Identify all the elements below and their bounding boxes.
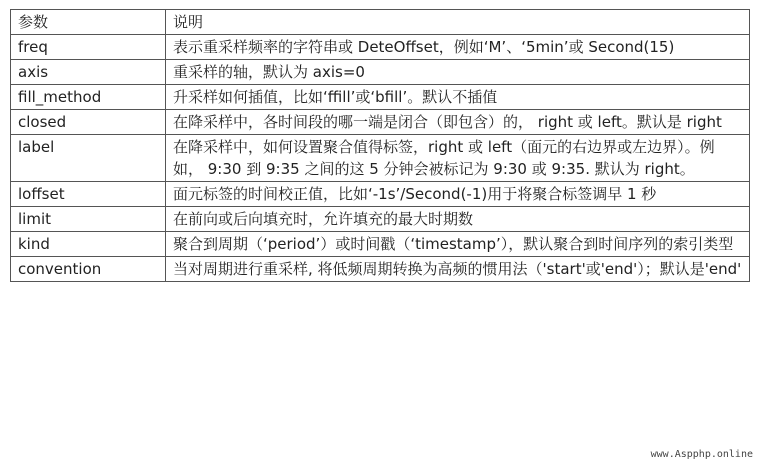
table-row — [11, 182, 750, 207]
parameter-table — [10, 9, 750, 282]
param-description: 聚合到周期（‘period’）或时间戳（‘timestamp’），默认聚合到时间序列的索引类型 — [166, 232, 750, 257]
param-description: 表示重采样频率的字符串或 DeteOffset，例如‘M’、‘5min’或 Second(15) — [166, 35, 750, 60]
header-param: 参数 — [11, 10, 166, 35]
table-row — [11, 207, 750, 232]
param-description: 在前向或后向填充时，允许填充的最大时期数 — [166, 207, 750, 232]
table-row — [11, 85, 750, 110]
param-name: convention — [11, 257, 166, 282]
param-description: 重采样的轴，默认为 axis=0 — [166, 60, 750, 85]
param-name: freq — [11, 35, 166, 60]
param-name: fill_method — [11, 85, 166, 110]
watermark: www.Aspphp.online — [650, 449, 753, 460]
param-description: 当对周期进行重采样, 将低频周期转换为高频的惯用法（'start'或'end'）；默认是'end' — [166, 257, 750, 282]
param-name: axis — [11, 60, 166, 85]
table-row — [11, 35, 750, 60]
header-row — [11, 10, 750, 35]
param-name: loffset — [11, 182, 166, 207]
header-description: 说明 — [166, 10, 750, 35]
param-description: 在降采样中，各时间段的哪一端是闭合（即包含）的， right 或 left。默认是 right — [166, 110, 750, 135]
table-row — [11, 232, 750, 257]
param-name: closed — [11, 110, 166, 135]
param-name: label — [11, 135, 166, 182]
param-description: 升采样如何插值，比如‘ffill’或‘bfill’。默认不插值 — [166, 85, 750, 110]
param-name: limit — [11, 207, 166, 232]
table-row — [11, 135, 750, 182]
param-description: 面元标签的时间校正值，比如‘-1s’/Second(-1)用于将聚合标签调早 1 秒 — [166, 182, 750, 207]
table-row — [11, 110, 750, 135]
param-description: 在降采样中，如何设置聚合值得标签，right 或 left（面元的右边界或左边界）。例如， 9:30 到 9:35 之间的这 5 分钟会被标记为 9:30 或 9:35. 默认为 right。 — [166, 135, 750, 182]
table-row — [11, 257, 750, 282]
param-name: kind — [11, 232, 166, 257]
table-row — [11, 60, 750, 85]
